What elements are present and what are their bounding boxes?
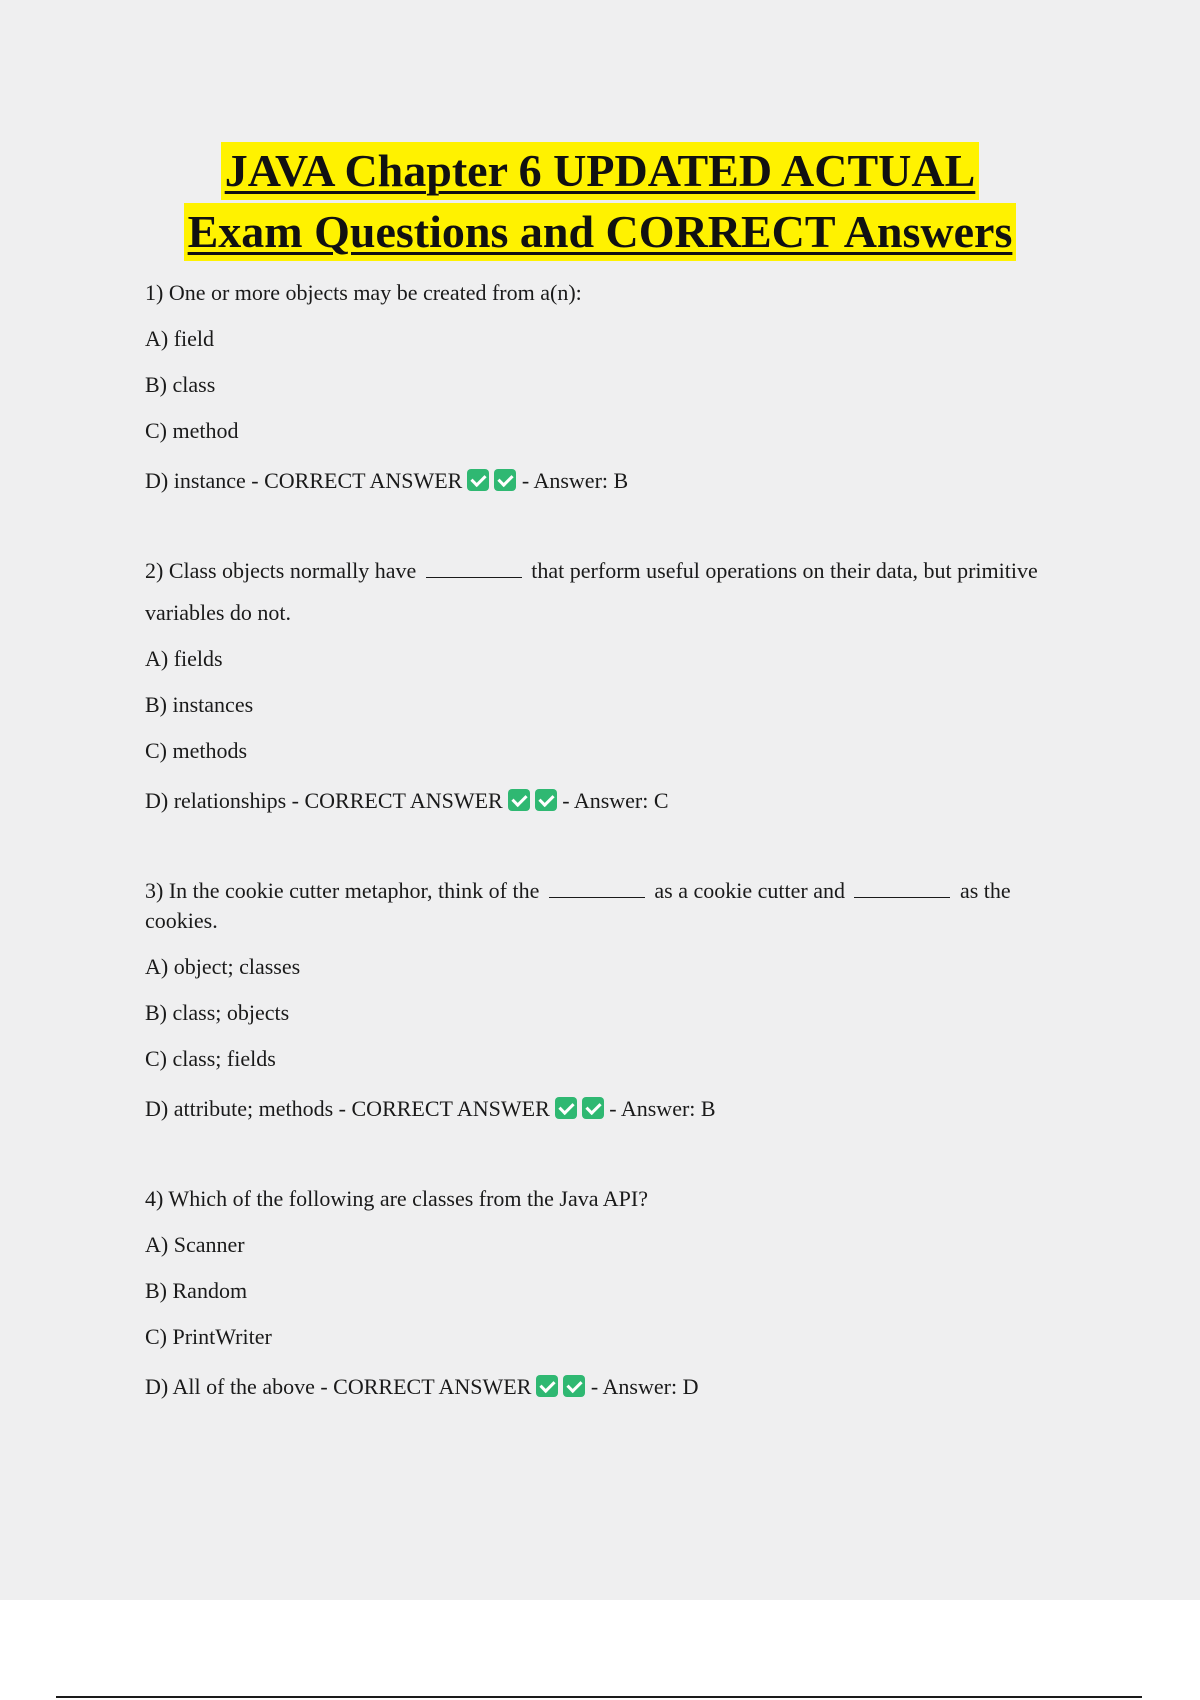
option-b: B) class; objects bbox=[145, 1000, 290, 1025]
option-d-with-answer bbox=[145, 1372, 1075, 1402]
question-text: 4) Which of the following are classes from the Java API? bbox=[145, 1186, 649, 1211]
answer-label: - Answer: B bbox=[521, 468, 629, 493]
option-a: A) Scanner bbox=[145, 1232, 245, 1257]
option-d-label: D) attribute; methods - CORRECT ANSWER bbox=[145, 1096, 550, 1121]
question-3 bbox=[145, 876, 1075, 1124]
fill-in-blank bbox=[426, 557, 522, 578]
question-text-continued: variables do not. bbox=[145, 600, 292, 625]
question-text-middle: as a cookie cutter and bbox=[654, 878, 845, 903]
footer-divider bbox=[56, 1696, 1142, 1698]
answer-label: - Answer: B bbox=[609, 1096, 716, 1121]
question-text bbox=[145, 556, 1075, 586]
answer-label: - Answer: D bbox=[590, 1374, 699, 1399]
option-b: B) Random bbox=[145, 1278, 248, 1303]
check-box-icon bbox=[582, 1097, 604, 1119]
question-text-after: as the cookies. bbox=[145, 878, 1011, 933]
question-2 bbox=[145, 556, 1075, 816]
fill-in-blank bbox=[549, 877, 645, 898]
option-d-with-answer bbox=[145, 466, 1075, 496]
check-box-icon bbox=[535, 789, 557, 811]
option-a: A) field bbox=[145, 326, 215, 351]
answer-label: - Answer: C bbox=[562, 788, 669, 813]
option-c: C) class; fields bbox=[145, 1046, 276, 1071]
check-box-icon bbox=[555, 1097, 577, 1119]
question-text-before: 3) In the cookie cutter metaphor, think of the bbox=[145, 878, 540, 903]
check-box-icon bbox=[536, 1375, 558, 1397]
check-box-icon bbox=[508, 789, 530, 811]
option-d-with-answer bbox=[145, 786, 1075, 816]
question-text bbox=[145, 876, 1075, 936]
question-1 bbox=[145, 278, 1075, 496]
question-text: 1) One or more objects may be created from a(n): bbox=[145, 280, 582, 305]
check-box-icon bbox=[467, 469, 489, 491]
document-title bbox=[0, 142, 1200, 264]
option-a: A) object; classes bbox=[145, 954, 301, 979]
option-d-with-answer bbox=[145, 1094, 1075, 1124]
option-a: A) fields bbox=[145, 646, 223, 671]
option-b: B) class bbox=[145, 372, 216, 397]
question-list bbox=[145, 278, 1075, 1462]
title-line-1: JAVA Chapter 6 UPDATED ACTUAL bbox=[221, 142, 980, 200]
option-c: C) methods bbox=[145, 738, 248, 763]
question-text-before: 2) Class objects normally have bbox=[145, 558, 417, 583]
fill-in-blank bbox=[854, 877, 950, 898]
option-d-label: D) relationships - CORRECT ANSWER bbox=[145, 788, 503, 813]
page-footer bbox=[0, 1600, 1200, 1700]
check-box-icon bbox=[494, 469, 516, 491]
option-d-label: D) instance - CORRECT ANSWER bbox=[145, 468, 463, 493]
option-d-label: D) All of the above - CORRECT ANSWER bbox=[145, 1374, 532, 1399]
question-text-after: that perform useful operations on their data, but primitive bbox=[531, 558, 1038, 583]
option-c: C) method bbox=[145, 418, 239, 443]
option-c: C) PrintWriter bbox=[145, 1324, 272, 1349]
check-box-icon bbox=[563, 1375, 585, 1397]
option-b: B) instances bbox=[145, 692, 254, 717]
title-line-2: Exam Questions and CORRECT Answers bbox=[184, 203, 1017, 261]
question-4 bbox=[145, 1184, 1075, 1402]
